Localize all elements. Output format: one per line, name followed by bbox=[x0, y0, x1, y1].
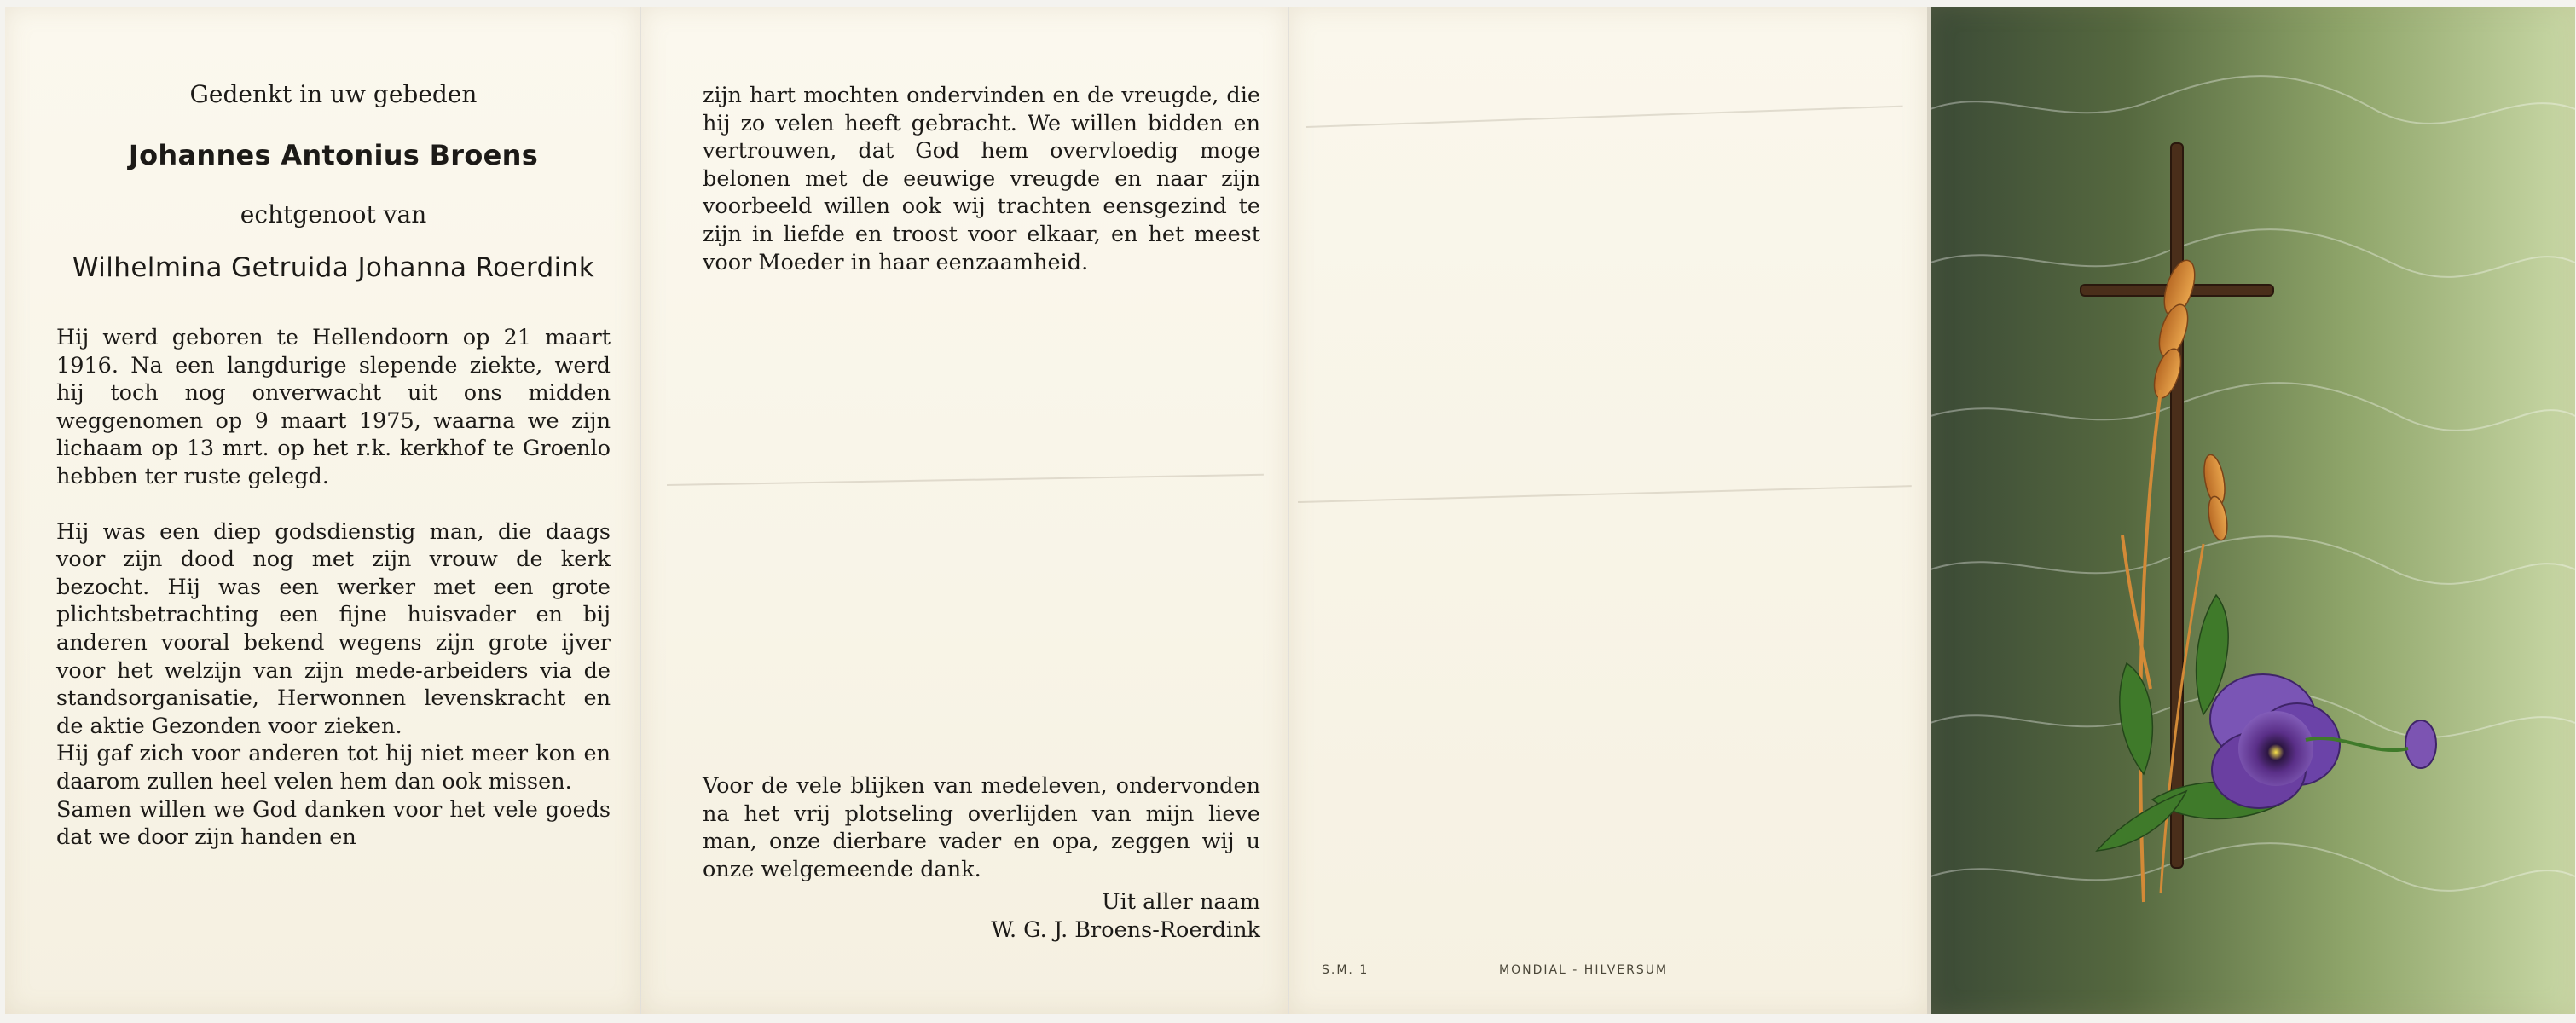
publisher-imprint: MONDIAL - HILVERSUM bbox=[1499, 963, 1669, 977]
card-panel-left bbox=[5, 7, 640, 1014]
pansy-icon bbox=[2210, 674, 2436, 808]
paper-crease bbox=[1306, 106, 1903, 128]
card-panel-front bbox=[1931, 7, 2575, 1014]
paper-crease bbox=[667, 474, 1264, 486]
thanks-text: Voor de vele blijken van medeleven, ondervonden na het vrij plotseling overlijden van mijn lieve man, onze dierbare vader en opa, zeggen wij u onze welgemeende dank. bbox=[703, 773, 1260, 882]
memorial-heading: Gedenkt in uw gebeden bbox=[189, 80, 478, 108]
continuation-text bbox=[703, 82, 1260, 276]
card-panel-back bbox=[1289, 7, 1927, 1014]
paragraph: Hij werd geboren te Hellendoorn op 21 maart 1916. Na een langdurige slepende ziekte, werd hij toch nog onverwacht uit ons midden weggenomen op 9 maart 1975, waarna we zijn lichaam op 13 mrt. op het r.k. kerkhof te Groenlo hebben ter ruste gelegd. bbox=[56, 325, 611, 489]
paragraph: Hij was een diep godsdienstig man, die daags voor zijn dood nog met zijn vrouw de kerk bezocht. Hij was een werker met een grote plichtsbetrachting een fijne huisvader en bij anderen vooral bekend wegens zijn grote ijver voor het welzijn van zijn mede-arbeiders via de standsorganisatie, Herwonnen levenskracht en de aktie Gezonden voor zieken. bbox=[56, 518, 611, 739]
relation-text: echtgenoot van bbox=[240, 200, 427, 228]
paragraph: Hij gaf zich voor anderen tot hij niet meer kon en daarom zullen heel velen hem dan ook missen. bbox=[56, 741, 611, 795]
paragraph: Samen willen we God danken voor het vele goeds dat we door zijn handen en bbox=[56, 796, 611, 851]
spouse-name: Wilhelmina Getruida Johanna Roerdink bbox=[72, 252, 595, 283]
signoff-line: Uit aller naam bbox=[1102, 889, 1260, 916]
card-panel-middle bbox=[641, 7, 1288, 1014]
biography-text bbox=[56, 324, 611, 852]
print-code: S.M. 1 bbox=[1322, 963, 1369, 977]
cross-wheat-pansy-illustration bbox=[1931, 7, 2575, 1014]
thanks-block bbox=[703, 772, 1260, 945]
deceased-name: Johannes Antonius Broens bbox=[128, 139, 539, 171]
paragraph: zijn hart mochten ondervinden en de vreugde, die hij zo velen heeft gebracht. We willen bidden en vertrouwen, dat God hem overvloedig moge belonen met de eeuwige vreugde en naar zijn voorbeeld willen ook wij trachten eensgezind te zijn in liefde en troost voor elkaar, en het meest voor Moeder in haar eenzaamheid. bbox=[703, 83, 1260, 275]
memorial-header bbox=[56, 80, 611, 285]
signoff-name: W. G. J. Broens-Roerdink bbox=[991, 917, 1260, 944]
paper-crease bbox=[1298, 485, 1912, 503]
